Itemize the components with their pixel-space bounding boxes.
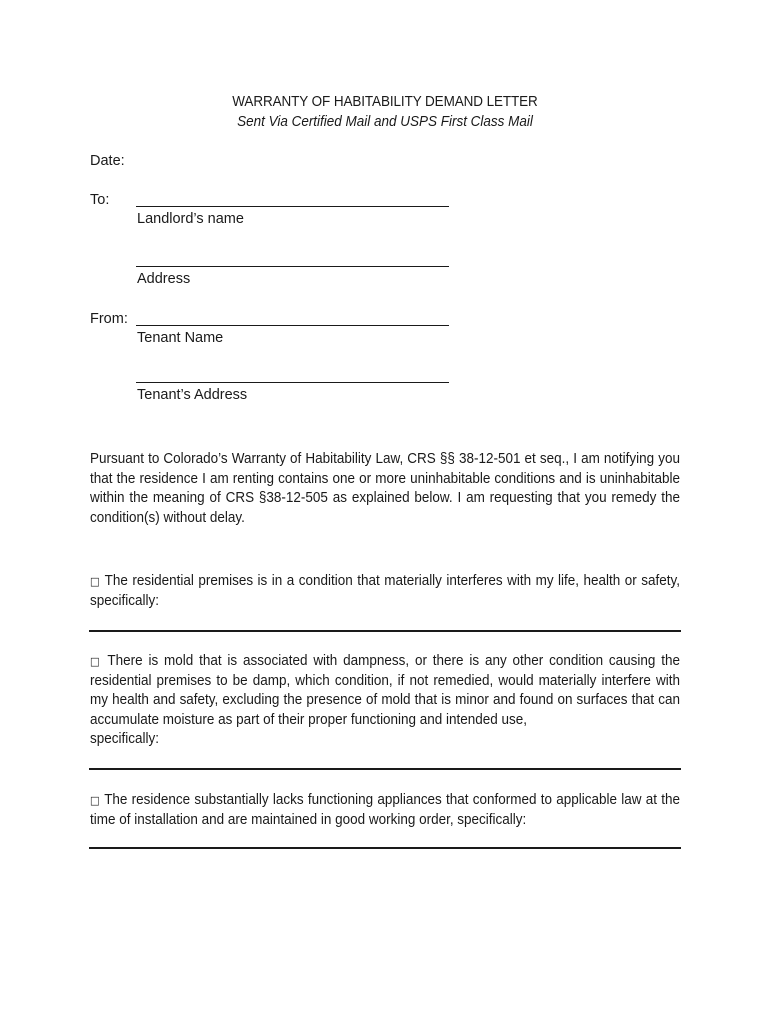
to-label: To: [90, 192, 110, 208]
date-label: Date: [90, 153, 125, 169]
checkbox-icon[interactable]: □ [90, 655, 102, 668]
condition-item-mold-dampness [90, 652, 680, 750]
checkbox-icon[interactable]: □ [90, 575, 101, 588]
tenant-address-blank[interactable] [136, 382, 449, 383]
from-label: From: [90, 311, 128, 327]
checkbox-icon[interactable]: □ [90, 794, 101, 807]
letter-subtitle: Sent Via Certified Mail and USPS First Class Mail [237, 114, 533, 130]
condition-text: The residence substantially lacks functioning appliances that conformed to applicable law at the time of installation and are maintained in good working order, specifically: [90, 792, 680, 828]
intro-paragraph: Pursuant to Colorado’s Warranty of Habitability Law, CRS §§ 38-12-501 et seq., I am notifying you that the residence I am renting contains one or more uninhabitable conditions and is uninhabitable within the meaning of CRS §38-12-505 as explained below. I am requesting that you remedy the condition(s) without delay. [90, 451, 680, 526]
landlord-address-blank[interactable] [136, 266, 449, 267]
condition-item-appliances [90, 791, 680, 830]
address-caption: Address [137, 271, 191, 287]
specifics-answer-line-3[interactable] [89, 847, 681, 849]
specifics-answer-line-2[interactable] [89, 768, 681, 770]
landlord-name-caption: Landlord’s name [137, 211, 244, 227]
specifics-answer-line-1[interactable] [89, 630, 681, 632]
condition-text: The residential premises is in a condition that materially interferes with my life, health or safety, specifically: [90, 573, 680, 609]
condition-item-life-health-safety [90, 572, 680, 611]
tenant-address-caption: Tenant’s Address [137, 387, 248, 403]
letter-title: WARRANTY OF HABITABILITY DEMAND LETTER [232, 94, 538, 110]
condition-specifically: specifically: [90, 731, 159, 747]
condition-text: There is mold that is associated with dampness, or there is any other condition causing the residential premises to be damp, which condition, if not remedied, would materially interfere with my health and safety, excluding the presence of mold that is minor and found on surfaces that can accumulate moisture as part of their proper functioning and intended use, [90, 653, 680, 728]
tenant-name-caption: Tenant Name [137, 330, 224, 346]
landlord-name-blank[interactable] [136, 206, 449, 207]
tenant-name-blank[interactable] [136, 325, 449, 326]
